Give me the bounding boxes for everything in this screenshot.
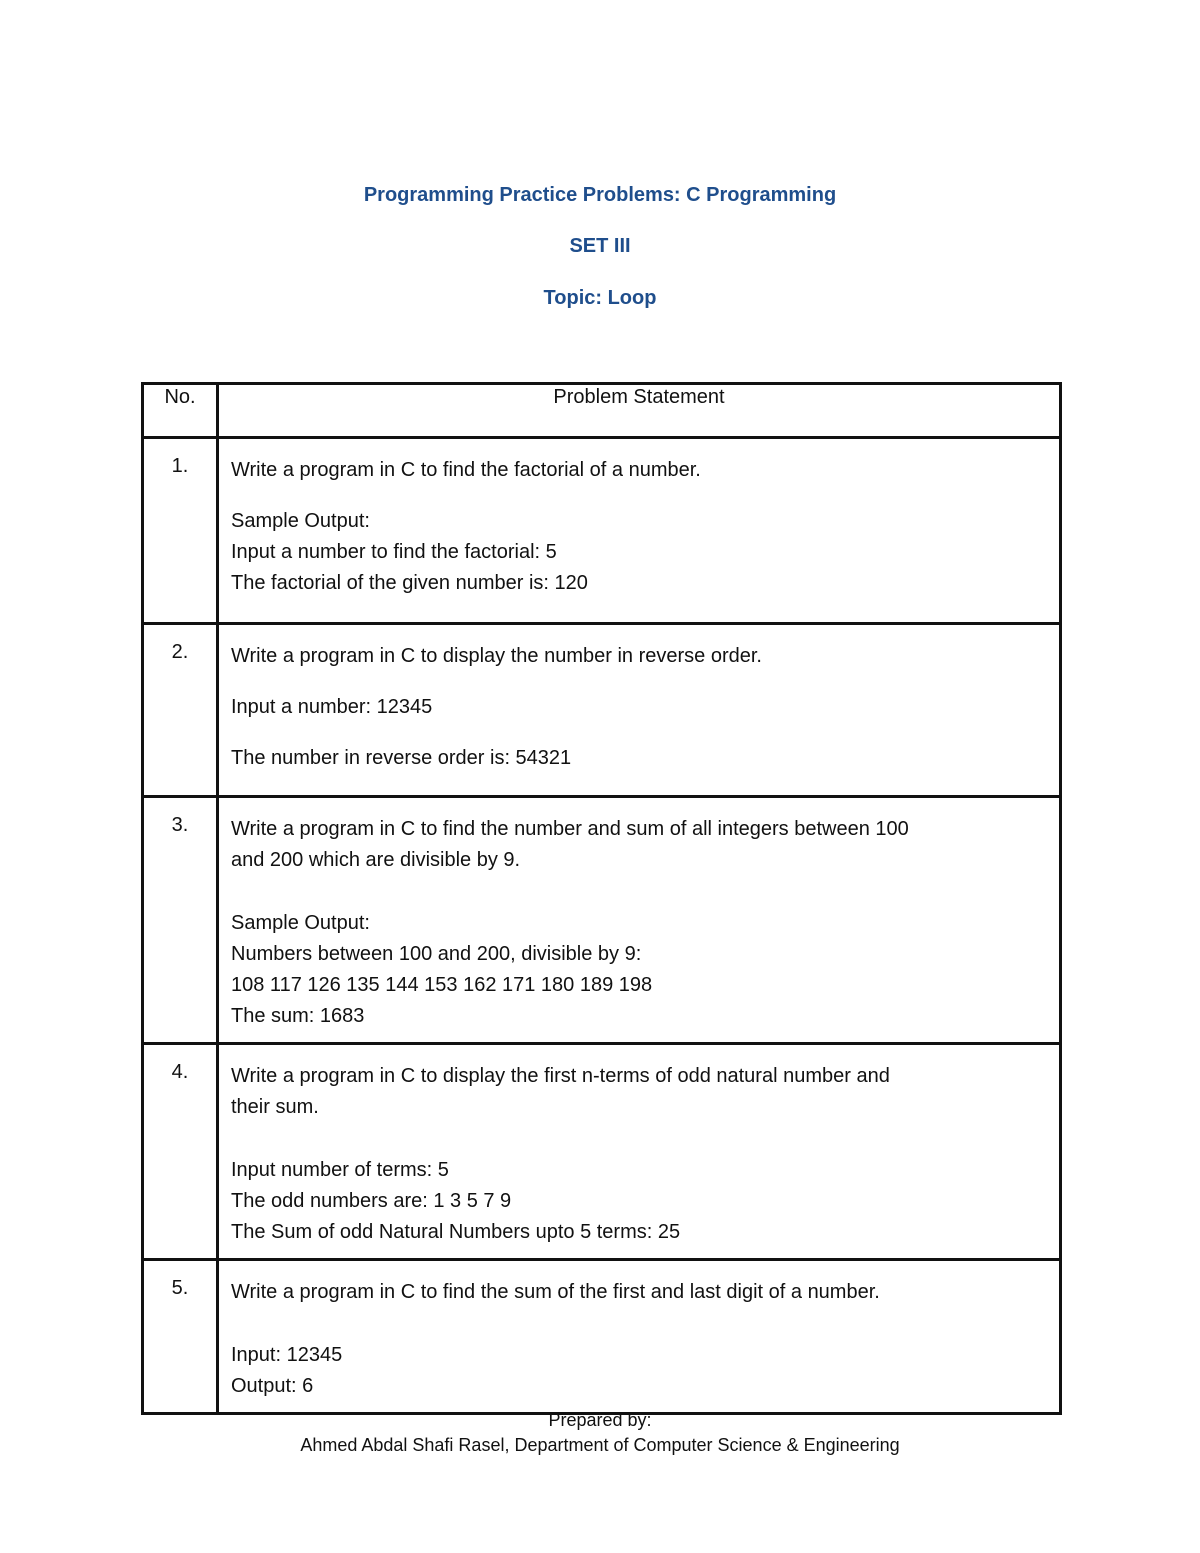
sample-line: Input a number: 12345 xyxy=(231,696,433,718)
prepared-by-label: Prepared by: xyxy=(548,1410,652,1430)
problem-number: 5. xyxy=(143,1260,218,1414)
problem-statement: Write a program in C to display the first n-terms of odd natural number and xyxy=(231,1065,890,1087)
table-header-row xyxy=(143,384,1061,438)
table-row xyxy=(143,1044,1061,1260)
sample-line: Input a number to find the factorial: 5 xyxy=(231,541,557,563)
problems-table xyxy=(141,382,1062,1415)
problem-statement: their sum. xyxy=(231,1096,319,1118)
set-label: SET III xyxy=(569,235,631,257)
author-credit: Ahmed Abdal Shafi Rasel, Department of Computer Science & Engineering xyxy=(300,1435,900,1455)
sample-line: 108 117 126 135 144 153 162 171 180 189 198 xyxy=(231,974,653,996)
sample-line: Numbers between 100 and 200, divisible by 9: xyxy=(231,943,642,965)
problem-statement: and 200 which are divisible by 9. xyxy=(231,849,521,871)
problem-number: 2. xyxy=(143,624,218,797)
problem-number: 1. xyxy=(143,438,218,624)
problem-statement-cell xyxy=(218,438,1061,624)
problem-statement-cell xyxy=(218,1044,1061,1260)
sample-output-label: Sample Output: xyxy=(231,912,370,934)
sample-line: The factorial of the given number is: 120 xyxy=(231,572,588,594)
topic-label: Topic: Loop xyxy=(543,287,657,309)
problem-number: 4. xyxy=(143,1044,218,1260)
column-header-statement: Problem Statement xyxy=(218,384,1061,438)
problem-statement-cell xyxy=(218,1260,1061,1414)
sample-output-label: Sample Output: xyxy=(231,510,370,532)
sample-line: Input: 12345 xyxy=(231,1344,343,1366)
problem-statement: Write a program in C to find the factorial of a number. xyxy=(231,459,701,481)
problem-statement-cell xyxy=(218,624,1061,797)
sample-line: The number in reverse order is: 54321 xyxy=(231,747,572,769)
problem-statement: Write a program in C to find the sum of the first and last digit of a number. xyxy=(231,1281,880,1303)
sample-line: Output: 6 xyxy=(231,1375,314,1397)
table-row xyxy=(143,438,1061,624)
sample-line: Input number of terms: 5 xyxy=(231,1159,449,1181)
problem-statement: Write a program in C to display the number in reverse order. xyxy=(231,645,762,667)
document-title: Programming Practice Problems: C Programming xyxy=(363,184,837,206)
table-row xyxy=(143,1260,1061,1414)
column-header-no: No. xyxy=(143,384,218,438)
table-row xyxy=(143,797,1061,1044)
table-row xyxy=(143,624,1061,797)
sample-line: The odd numbers are: 1 3 5 7 9 xyxy=(231,1190,512,1212)
problem-statement-cell xyxy=(218,797,1061,1044)
problem-statement: Write a program in C to find the number and sum of all integers between 100 xyxy=(231,818,909,840)
problem-number: 3. xyxy=(143,797,218,1044)
sample-line: The sum: 1683 xyxy=(231,1005,365,1027)
sample-line: The Sum of odd Natural Numbers upto 5 terms: 25 xyxy=(231,1221,681,1243)
